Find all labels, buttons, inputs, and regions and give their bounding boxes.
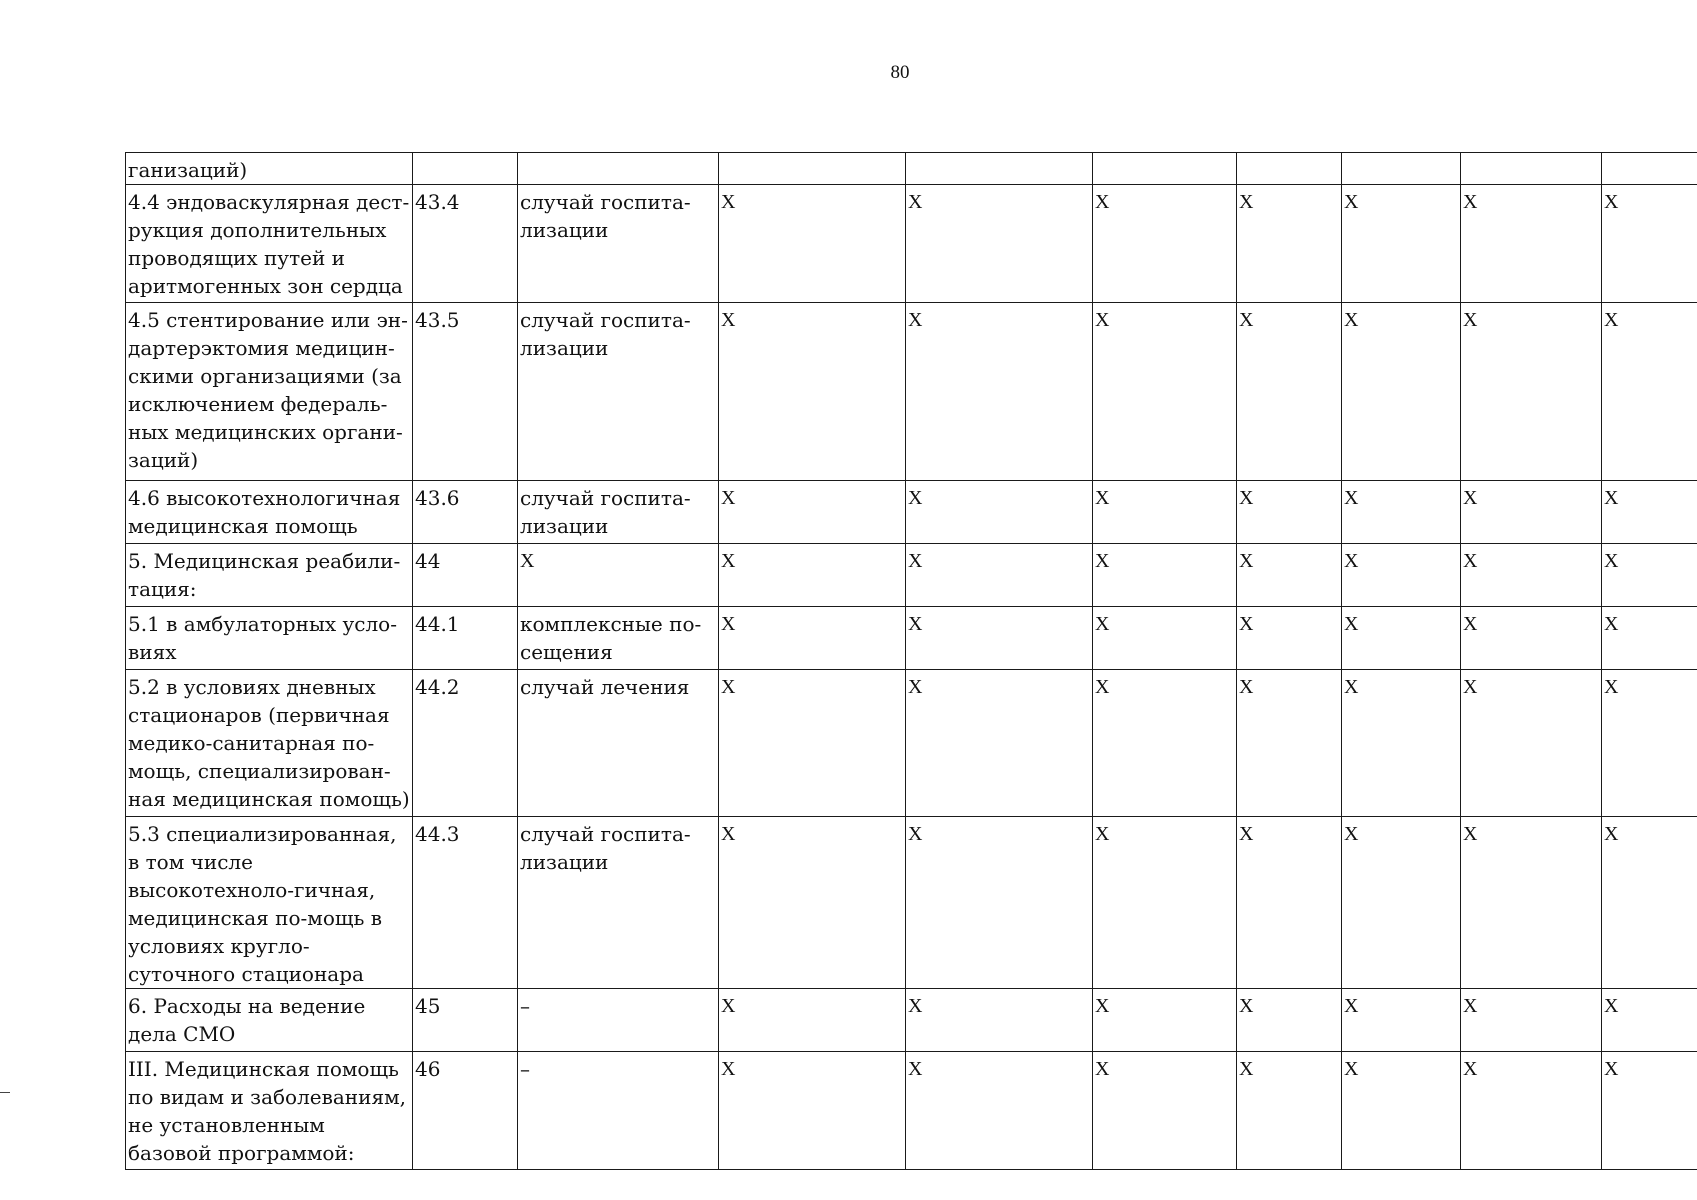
value-cell: X [1342,989,1461,1052]
value-cell: X [1237,303,1342,481]
row-name-cell: 4.4 эндоваскулярная дест-рукция дополнительных проводящих путей и аритмогенных зон сердца [126,185,413,303]
table-row [126,817,1697,989]
row-unit-cell: случай госпита-лизации [518,303,719,481]
value-cell [1342,153,1461,185]
row-code-cell: 46 [413,1052,518,1170]
value-cell: X [1237,607,1342,670]
margin-mark [0,1092,10,1093]
row-name-cell: 6. Расходы на ведение дела СМО [126,989,413,1052]
value-cell [1602,153,1697,185]
value-cell: X [1342,303,1461,481]
row-name-cell: 5.1 в амбулаторных усло-виях [126,607,413,670]
page-number: 80 [890,62,910,83]
table-row [126,989,1697,1052]
value-cell: X [1461,303,1602,481]
row-code-cell: 44.2 [413,670,518,817]
value-cell [1093,153,1237,185]
row-name-cell: 4.6 высокотехнологичная медицинская помощь [126,481,413,544]
row-code-cell: 44.1 [413,607,518,670]
value-cell: X [719,989,906,1052]
value-cell: X [719,1052,906,1170]
table-row [126,185,1697,303]
value-cell: X [1602,1052,1697,1170]
value-cell: X [1602,303,1697,481]
value-cell: X [1602,544,1697,607]
row-unit-cell: случай лечения [518,670,719,817]
row-unit-cell: X [518,544,719,607]
value-cell: X [719,817,906,989]
value-cell: X [719,670,906,817]
row-name-cell: 5.3 специализированная, в том числе высокотехноло-гичная, медицинская по-мощь в условиях кругло-суточного стационара [126,817,413,989]
value-cell: X [1093,989,1237,1052]
value-cell: X [1602,989,1697,1052]
value-cell: X [1093,670,1237,817]
row-unit-cell: комплексные по-сещения [518,607,719,670]
value-cell: X [906,607,1093,670]
value-cell [1461,153,1602,185]
value-cell: X [1461,481,1602,544]
table-row [126,544,1697,607]
value-cell: X [1093,544,1237,607]
document-table-container [125,152,1673,1170]
value-cell: X [1602,481,1697,544]
value-cell: X [1093,817,1237,989]
row-code-cell: 43.4 [413,185,518,303]
value-cell: X [1237,670,1342,817]
value-cell: X [1342,544,1461,607]
value-cell: X [1342,1052,1461,1170]
table-row [126,670,1697,817]
value-cell: X [906,1052,1093,1170]
value-cell: X [1237,544,1342,607]
value-cell: X [1461,1052,1602,1170]
row-code-cell: 43.5 [413,303,518,481]
value-cell: X [1602,607,1697,670]
value-cell: X [1237,481,1342,544]
table-row [126,481,1697,544]
value-cell [1237,153,1342,185]
row-code-cell [413,153,518,185]
row-code-cell: 43.6 [413,481,518,544]
row-name-cell: 5. Медицинская реабили-тация: [126,544,413,607]
row-name-cell: 5.2 в условиях дневных стационаров (первичная медико-санитарная по-мощь, специализирован-ная медицинская помощь) [126,670,413,817]
row-name-cell: ганизаций) [126,153,413,185]
value-cell: X [719,607,906,670]
value-cell: X [1602,817,1697,989]
value-cell [906,153,1093,185]
row-unit-cell: случай госпита-лизации [518,481,719,544]
value-cell: X [906,544,1093,607]
value-cell: X [1461,544,1602,607]
value-cell: X [1342,607,1461,670]
value-cell: X [719,481,906,544]
table-row [126,153,1697,185]
row-unit-cell [518,153,719,185]
value-cell: X [1237,1052,1342,1170]
value-cell: X [1602,670,1697,817]
value-cell: X [906,185,1093,303]
value-cell: X [906,817,1093,989]
row-name-cell: III. Медицинская помощь по видам и заболеваниям, не установленным базовой программой: [126,1052,413,1170]
value-cell: X [1342,185,1461,303]
row-unit-cell: – [518,989,719,1052]
value-cell: X [1093,481,1237,544]
row-unit-cell: случай госпита-лизации [518,817,719,989]
table-row [126,1052,1697,1170]
value-cell: X [1093,185,1237,303]
table-row [126,607,1697,670]
value-cell: X [719,303,906,481]
value-cell: X [719,544,906,607]
row-code-cell: 45 [413,989,518,1052]
document-table [125,152,1697,1170]
table-row [126,303,1697,481]
row-code-cell: 44 [413,544,518,607]
value-cell: X [1342,817,1461,989]
value-cell [719,153,906,185]
value-cell: X [1461,185,1602,303]
value-cell: X [1093,303,1237,481]
value-cell: X [1093,607,1237,670]
value-cell: X [1237,185,1342,303]
row-code-cell: 44.3 [413,817,518,989]
row-unit-cell: – [518,1052,719,1170]
row-name-cell: 4.5 стентирование или эн-дартерэктомия медицин-скими организациями (за исключением федераль-ных медицинских органи-заций) [126,303,413,481]
value-cell: X [1461,989,1602,1052]
value-cell: X [1237,817,1342,989]
value-cell: X [1342,481,1461,544]
value-cell: X [1461,817,1602,989]
value-cell: X [1461,607,1602,670]
value-cell: X [906,670,1093,817]
value-cell: X [906,303,1093,481]
value-cell: X [719,185,906,303]
value-cell: X [906,481,1093,544]
value-cell: X [1342,670,1461,817]
row-unit-cell: случай госпита-лизации [518,185,719,303]
value-cell: X [1093,1052,1237,1170]
value-cell: X [1602,185,1697,303]
value-cell: X [1237,989,1342,1052]
value-cell: X [1461,670,1602,817]
value-cell: X [906,989,1093,1052]
